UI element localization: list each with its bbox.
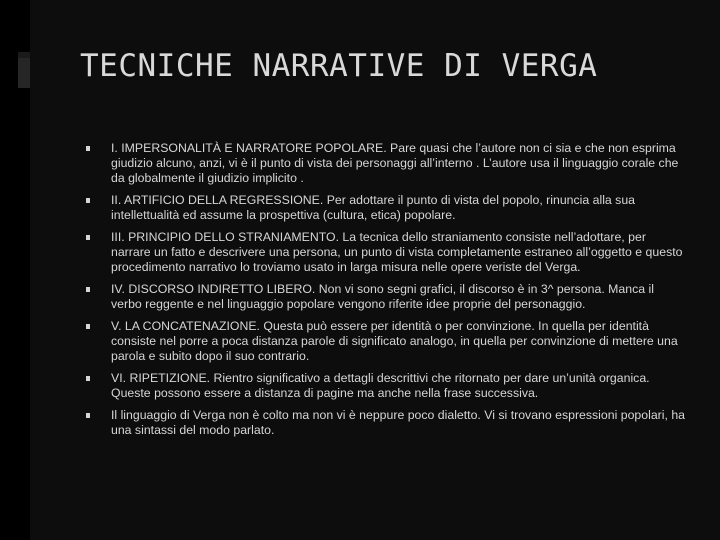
- bullet-item-3: [80, 230, 685, 275]
- bullet-square-icon: [86, 198, 90, 203]
- bullet-item-7: [80, 408, 685, 438]
- bullet-item-5: [80, 319, 685, 364]
- bullet-item-2: [80, 193, 685, 223]
- bullet-text: Rientro significativo a dettagli descrittivi che ritornato per dare un’unità organica. Queste possono essere a distanza di pagine ma anche nella frase successiva.: [111, 371, 650, 400]
- bullet-lead: I. IMPERSONALITÀ E NARRATORE POPOLARE.: [111, 141, 387, 155]
- bullet-text: Pare quasi che l’autore non ci sia e che non esprima giudizio alcuno, anzi, vi è il punto di vista dei personaggi all’interno . L’autore usa il linguaggio corale che da globalmente il giudizio implicito .: [111, 141, 679, 185]
- bullet-item-1: [80, 141, 685, 186]
- bullet-item-4: [80, 282, 685, 312]
- bullet-square-icon: [86, 376, 90, 381]
- bullet-text: Questa può essere per identità o per convinzione. In quella per identità consiste nel porre a poca distanza parole di significato analogo, in quella per convinzione di mettere una parola e subito dopo il suo contrario.: [111, 319, 678, 363]
- bullet-square-icon: [86, 413, 90, 418]
- bullet-text: Il linguaggio di Verga non è colto ma non vi è neppure poco dialetto. Vi si trovano espressioni popolari, ha una sintassi del modo parlato.: [111, 408, 686, 437]
- bullet-square-icon: [86, 287, 90, 292]
- bullet-lead: V. LA CONCATENAZIONE.: [111, 319, 260, 333]
- bullet-lead: III. PRINCIPIO DELLO STRANIAMENTO.: [111, 230, 339, 244]
- bullet-text: La tecnica dello straniamento consiste nell’adottare, per narrare un fatto e descrivere una persona, un punto di vista completamente estraneo all’oggetto e questo procedimento narrativo lo troviamo usato in larga misura nelle opere veriste del Verga.: [111, 230, 683, 274]
- bullet-lead: VI. RIPETIZIONE.: [111, 371, 211, 385]
- bullet-lead: II. ARTIFICIO DELLA REGRESSIONE.: [111, 193, 324, 207]
- slide-title: TECNICHE NARRATIVE DI VERGA: [80, 48, 598, 84]
- title-accent-bar-shadow: [18, 58, 30, 88]
- bullet-square-icon: [86, 235, 90, 240]
- bullet-square-icon: [86, 324, 90, 329]
- bullet-list: [80, 141, 685, 445]
- bullet-text: Per adottare il punto di vista del popolo, rinuncia alla sua intellettualità ed assume la prospettiva (cultura, etica) popolare.: [111, 193, 636, 222]
- bullet-lead: IV. DISCORSO INDIRETTO LIBERO.: [111, 282, 316, 296]
- bullet-square-icon: [86, 146, 90, 151]
- bullet-item-6: [80, 371, 685, 401]
- bullet-text: Non vi sono segni grafici, il discorso è in 3^ persona. Manca il verbo reggente e nel linguaggio popolare vengono riferite idee proprie del personaggio.: [111, 282, 654, 311]
